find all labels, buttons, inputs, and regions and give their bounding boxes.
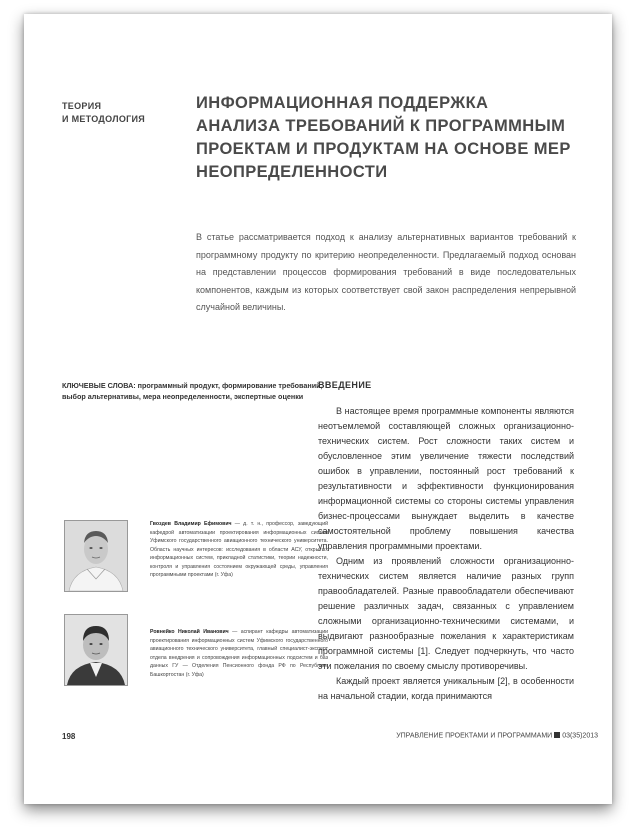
- page-number: 198: [62, 732, 76, 741]
- keywords-label: КЛЮЧЕВЫЕ СЛОВА:: [62, 381, 136, 390]
- square-bullet-icon: [554, 732, 560, 738]
- author-name-2: Ровнейко Николай Иванович: [150, 629, 229, 635]
- section-label: [62, 100, 145, 126]
- intro-paragraph-2: Одним из проявлений сложности организационно-технических систем является наличие разных групп правообладателей. Разные правообладатели обеспечивают решение различных задач, связанных с управлением сложными организационно-техническими системами, и выдвигают разнообразные пожелания к характеристикам программной системы [1]. Следует подчеркнуть, что часто эти пожелания по своему смыслу противоречивы.: [318, 556, 574, 671]
- author-photo-2: [64, 614, 128, 686]
- section-line-2: И МЕТОДОЛОГИЯ: [62, 114, 146, 124]
- intro-paragraph-3: Каждый проект является уникальным [2], в особенности на начальной стадии, когда принимаются: [318, 676, 574, 701]
- author-text-2: — аспирант кафедры автоматизации проектирования информационных систем Уфимского государственного авиационного технического университета, главный специалист-эксперт отдела внедрения и сопровождения информационных подсистем и баз данных ГУ — Отделения Пенсионного фонда РФ по Республике Башкортостан (г. Уфа): [150, 629, 329, 678]
- journal-issue: 03(35)2013: [562, 732, 598, 740]
- author-bio-2: [150, 628, 328, 679]
- intro-heading: ВВЕДЕНИЕ: [318, 380, 372, 390]
- article-title: ИНФОРМАЦИОННАЯ ПОДДЕРЖКА АНАЛИЗА ТРЕБОВАНИЙ К ПРОГРАММНЫМ ПРОЕКТАМ И ПРОДУКТАМ НА ОСНОВЕ МЕР НЕОПРЕДЕЛЕННОСТИ: [196, 94, 571, 181]
- intro-paragraph-1: В настоящее время программные компоненты являются неотъемлемой составляющей сложных организационно-технических систем. Рост сложности таких систем и обусловленное этим увеличение тяжести последствий ошибок в управлении, постоянный рост требований к результативности и эффективности функционирования информационной системы со стороны системы управления бизнес-процессами вынуждает выделить в качестве самостоятельной проблему повышения качества управления программными проектами.: [318, 406, 574, 551]
- author-text-1: — д. т. н., профессор, заведующий кафедрой автоматизации проектирования информационных систем Уфимского государственного авиационного технического университета. Область научных интересов: исследования в области АСУ, открытых информационных систем, прикладной статистики, теории надежности, контроля и управления состоянием окружающей среды, управления программными проектами (г. Уфа): [150, 521, 328, 578]
- intro-body: [318, 404, 574, 704]
- journal-footer: [396, 732, 598, 740]
- keywords-text: программный продукт, формирование требований, выбор альтернативы, мера неопределенности, экспертные оценки: [62, 381, 323, 401]
- article-abstract: В статье рассматривается подход к анализу альтернативных вариантов требований к программному продукту по критерию неопределенности. Предлагаемый подход основан на представлении процессов формирования требований в виде последовательных компонентов, каждым из которых соответствует свой закон распределения непрерывной случайной величины.: [196, 232, 576, 312]
- author-name-1: Гвоздев Владимир Ефимович: [150, 521, 232, 527]
- section-line-1: ТЕОРИЯ: [62, 101, 102, 111]
- journal-name: УПРАВЛЕНИЕ ПРОЕКТАМИ И ПРОГРАММАМИ: [396, 732, 553, 740]
- keywords: [62, 380, 332, 402]
- author-photo-1: [64, 520, 128, 592]
- author-bio-1: [150, 520, 328, 580]
